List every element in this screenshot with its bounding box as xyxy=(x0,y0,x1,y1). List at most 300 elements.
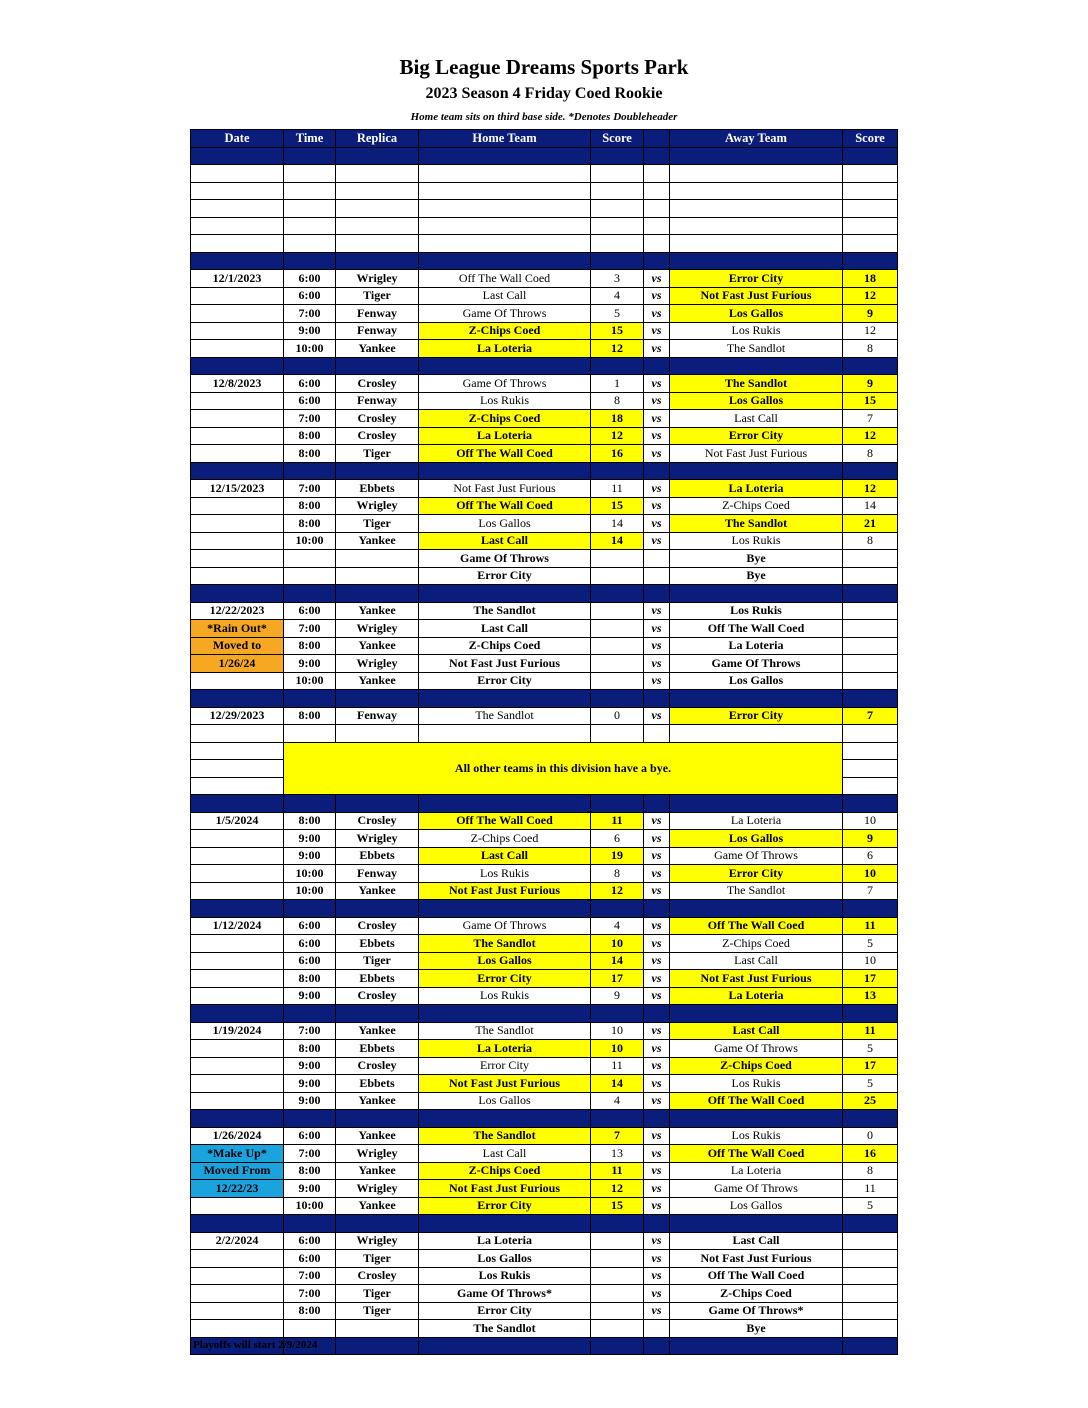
home-score: 0 xyxy=(591,707,644,725)
home-score: 12 xyxy=(591,882,644,900)
away-team: Z-Chips Coed xyxy=(670,497,843,515)
empty-cell xyxy=(191,725,284,743)
game-row xyxy=(191,515,898,533)
date-cell: 1/5/2024 xyxy=(191,812,284,830)
away-team: Error City xyxy=(670,427,843,445)
date-cell: 12/29/2023 xyxy=(191,707,284,725)
date-cell xyxy=(191,1302,284,1320)
replica-cell xyxy=(336,1320,419,1338)
separator-cell xyxy=(284,585,336,603)
separator-cell xyxy=(191,1005,284,1023)
vs-cell: vs xyxy=(644,1057,670,1075)
game-row xyxy=(191,812,898,830)
separator-cell xyxy=(843,462,898,480)
date-cell xyxy=(191,970,284,988)
home-team: Last Call xyxy=(419,1145,591,1163)
empty-cell xyxy=(591,165,644,183)
date-cell xyxy=(191,322,284,340)
game-row xyxy=(191,1145,898,1163)
game-row xyxy=(191,672,898,690)
division-bye-message: All other teams in this division have a bye. xyxy=(284,742,843,795)
home-team: The Sandlot xyxy=(419,1127,591,1145)
away-team: Off The Wall Coed xyxy=(670,620,843,638)
home-team: Last Call xyxy=(419,847,591,865)
away-score: 10 xyxy=(843,865,898,883)
time-cell: 7:00 xyxy=(284,1285,336,1303)
separator-cell xyxy=(191,1110,284,1128)
empty-cell xyxy=(419,217,591,235)
time-cell: 7:00 xyxy=(284,410,336,428)
home-team: Not Fast Just Furious xyxy=(419,480,591,498)
game-row xyxy=(191,620,898,638)
date-cell xyxy=(191,935,284,953)
replica-cell: Tiger xyxy=(336,1302,419,1320)
away-team: Bye xyxy=(670,1320,843,1338)
away-team: Not Fast Just Furious xyxy=(670,287,843,305)
separator-cell xyxy=(843,1215,898,1233)
col-away-team: Away Team xyxy=(670,130,843,148)
vs-cell: vs xyxy=(644,1145,670,1163)
time-cell xyxy=(284,550,336,568)
home-score: 14 xyxy=(591,532,644,550)
away-team: La Loteria xyxy=(670,480,843,498)
replica-cell: Fenway xyxy=(336,392,419,410)
separator-cell xyxy=(419,795,591,813)
vs-cell: vs xyxy=(644,340,670,358)
date-cell: 1/26/24 xyxy=(191,655,284,673)
away-score: 7 xyxy=(843,882,898,900)
home-team: La Loteria xyxy=(419,1232,591,1250)
home-team: The Sandlot xyxy=(419,1022,591,1040)
replica-cell: Yankee xyxy=(336,340,419,358)
empty-row xyxy=(191,165,898,183)
away-score: 8 xyxy=(843,1162,898,1180)
home-team: Game Of Throws xyxy=(419,375,591,393)
col-vs xyxy=(644,130,670,148)
vs-cell: vs xyxy=(644,1127,670,1145)
date-cell xyxy=(191,497,284,515)
date-cell xyxy=(191,550,284,568)
game-row xyxy=(191,1285,898,1303)
separator-cell xyxy=(843,357,898,375)
vs-cell: vs xyxy=(644,935,670,953)
home-team: Z-Chips Coed xyxy=(419,637,591,655)
empty-row xyxy=(191,725,898,743)
empty-cell xyxy=(644,165,670,183)
time-cell: 6:00 xyxy=(284,375,336,393)
away-score: 12 xyxy=(843,287,898,305)
home-team: Last Call xyxy=(419,287,591,305)
home-score: 18 xyxy=(591,410,644,428)
replica-cell: Yankee xyxy=(336,532,419,550)
replica-cell: Wrigley xyxy=(336,655,419,673)
time-cell: 10:00 xyxy=(284,672,336,690)
date-cell: Moved to xyxy=(191,637,284,655)
time-cell: 9:00 xyxy=(284,655,336,673)
separator-cell xyxy=(670,1337,843,1355)
separator-cell xyxy=(336,1005,419,1023)
away-team: La Loteria xyxy=(670,812,843,830)
date-cell xyxy=(191,410,284,428)
separator-cell xyxy=(191,147,284,165)
away-team: Last Call xyxy=(670,952,843,970)
game-row xyxy=(191,970,898,988)
game-row xyxy=(191,830,898,848)
week-separator xyxy=(191,795,898,813)
empty-cell xyxy=(336,217,419,235)
replica-cell: Tiger xyxy=(336,952,419,970)
col-time: Time xyxy=(284,130,336,148)
date-cell: 12/1/2023 xyxy=(191,270,284,288)
time-cell: 9:00 xyxy=(284,1092,336,1110)
home-score xyxy=(591,655,644,673)
replica-cell: Fenway xyxy=(336,865,419,883)
away-team: Los Gallos xyxy=(670,830,843,848)
time-cell: 9:00 xyxy=(284,322,336,340)
schedule-table xyxy=(190,129,898,1355)
vs-cell: vs xyxy=(644,392,670,410)
separator-cell xyxy=(284,900,336,918)
away-team: Last Call xyxy=(670,410,843,428)
replica-cell: Crosley xyxy=(336,987,419,1005)
replica-cell: Yankee xyxy=(336,1127,419,1145)
empty-cell xyxy=(419,725,591,743)
replica-cell: Yankee xyxy=(336,1197,419,1215)
away-team: Game Of Throws xyxy=(670,655,843,673)
empty-cell xyxy=(336,235,419,253)
home-score: 11 xyxy=(591,812,644,830)
game-row xyxy=(191,917,898,935)
date-cell xyxy=(191,567,284,585)
date-cell: 12/22/2023 xyxy=(191,602,284,620)
separator-cell xyxy=(670,462,843,480)
away-team: Last Call xyxy=(670,1232,843,1250)
vs-cell: vs xyxy=(644,637,670,655)
home-team: Los Gallos xyxy=(419,1250,591,1268)
home-score: 11 xyxy=(591,480,644,498)
away-score xyxy=(843,1285,898,1303)
separator-cell xyxy=(591,357,644,375)
separator-cell xyxy=(591,795,644,813)
game-row xyxy=(191,392,898,410)
away-score: 21 xyxy=(843,515,898,533)
away-team: Off The Wall Coed xyxy=(670,1092,843,1110)
away-score: 9 xyxy=(843,830,898,848)
col-date: Date xyxy=(191,130,284,148)
empty-cell xyxy=(670,235,843,253)
game-row xyxy=(191,427,898,445)
home-score: 14 xyxy=(591,1075,644,1093)
away-team: Los Rukis xyxy=(670,602,843,620)
date-cell xyxy=(191,445,284,463)
week-separator xyxy=(191,585,898,603)
home-score: 8 xyxy=(591,392,644,410)
replica-cell: Wrigley xyxy=(336,620,419,638)
empty-cell xyxy=(843,742,898,760)
game-row xyxy=(191,1162,898,1180)
separator-cell xyxy=(644,147,670,165)
replica-cell: Crosley xyxy=(336,1057,419,1075)
home-team: Z-Chips Coed xyxy=(419,830,591,848)
game-row xyxy=(191,305,898,323)
date-cell xyxy=(191,305,284,323)
empty-cell xyxy=(191,217,284,235)
away-score: 10 xyxy=(843,812,898,830)
empty-row xyxy=(191,235,898,253)
separator-cell xyxy=(644,1110,670,1128)
time-cell: 6:00 xyxy=(284,1232,336,1250)
date-cell: 12/22/23 xyxy=(191,1180,284,1198)
away-team: Error City xyxy=(670,707,843,725)
empty-cell xyxy=(284,217,336,235)
away-score xyxy=(843,1267,898,1285)
away-team: Los Rukis xyxy=(670,1075,843,1093)
away-team: Error City xyxy=(670,865,843,883)
separator-cell xyxy=(191,795,284,813)
away-team: Los Gallos xyxy=(670,392,843,410)
away-team: The Sandlot xyxy=(670,340,843,358)
date-cell: 2/2/2024 xyxy=(191,1232,284,1250)
vs-cell: vs xyxy=(644,1250,670,1268)
game-row xyxy=(191,1057,898,1075)
empty-cell xyxy=(284,235,336,253)
home-team: Off The Wall Coed xyxy=(419,270,591,288)
away-score: 5 xyxy=(843,1197,898,1215)
away-team: The Sandlot xyxy=(670,515,843,533)
week-separator xyxy=(191,1215,898,1233)
separator-cell xyxy=(843,900,898,918)
vs-cell: vs xyxy=(644,970,670,988)
home-team: La Loteria xyxy=(419,340,591,358)
date-cell xyxy=(191,865,284,883)
col-home-team: Home Team xyxy=(419,130,591,148)
away-team: Z-Chips Coed xyxy=(670,935,843,953)
time-cell: 6:00 xyxy=(284,392,336,410)
separator-cell xyxy=(419,1110,591,1128)
home-score: 4 xyxy=(591,1092,644,1110)
time-cell: 6:00 xyxy=(284,287,336,305)
vs-cell: vs xyxy=(644,427,670,445)
game-row xyxy=(191,445,898,463)
vs-cell: vs xyxy=(644,655,670,673)
time-cell: 8:00 xyxy=(284,812,336,830)
vs-cell: vs xyxy=(644,287,670,305)
bye-message-row xyxy=(191,742,898,760)
date-cell xyxy=(191,830,284,848)
vs-cell: vs xyxy=(644,1022,670,1040)
empty-cell xyxy=(591,200,644,218)
separator-cell xyxy=(591,1337,644,1355)
game-row xyxy=(191,1250,898,1268)
date-cell xyxy=(191,1057,284,1075)
home-team: Last Call xyxy=(419,620,591,638)
away-score: 6 xyxy=(843,847,898,865)
vs-cell: vs xyxy=(644,1197,670,1215)
separator-cell xyxy=(336,795,419,813)
home-team: Error City xyxy=(419,1302,591,1320)
empty-cell xyxy=(644,235,670,253)
empty-cell xyxy=(419,200,591,218)
vs-cell: vs xyxy=(644,987,670,1005)
away-team: Off The Wall Coed xyxy=(670,1145,843,1163)
time-cell xyxy=(284,567,336,585)
separator-cell xyxy=(336,1215,419,1233)
home-team: Off The Wall Coed xyxy=(419,445,591,463)
empty-cell xyxy=(591,725,644,743)
time-cell: 10:00 xyxy=(284,1197,336,1215)
vs-cell: vs xyxy=(644,882,670,900)
empty-cell xyxy=(336,165,419,183)
away-score xyxy=(843,550,898,568)
home-score: 6 xyxy=(591,830,644,848)
vs-cell: vs xyxy=(644,375,670,393)
separator-cell xyxy=(644,357,670,375)
date-cell xyxy=(191,672,284,690)
empty-row xyxy=(191,217,898,235)
separator-cell xyxy=(670,147,843,165)
home-score: 4 xyxy=(591,917,644,935)
date-cell xyxy=(191,1040,284,1058)
time-cell: 7:00 xyxy=(284,1145,336,1163)
game-row xyxy=(191,637,898,655)
away-score: 25 xyxy=(843,1092,898,1110)
separator-cell xyxy=(644,1215,670,1233)
home-score: 14 xyxy=(591,952,644,970)
empty-cell xyxy=(336,182,419,200)
home-team: Game Of Throws xyxy=(419,550,591,568)
separator-cell xyxy=(670,690,843,708)
replica-cell: Yankee xyxy=(336,1162,419,1180)
home-score: 8 xyxy=(591,865,644,883)
away-team: Los Rukis xyxy=(670,1127,843,1145)
empty-cell xyxy=(670,217,843,235)
separator-cell xyxy=(191,690,284,708)
schedule-note: Home team sits on third base side. *Denotes Doubleheader xyxy=(410,111,678,123)
empty-cell xyxy=(843,725,898,743)
replica-cell: Ebbets xyxy=(336,935,419,953)
separator-cell xyxy=(670,357,843,375)
separator-cell xyxy=(191,357,284,375)
separator-cell xyxy=(284,1005,336,1023)
replica-cell: Yankee xyxy=(336,602,419,620)
home-score xyxy=(591,550,644,568)
home-score: 5 xyxy=(591,305,644,323)
vs-cell: vs xyxy=(644,270,670,288)
home-score xyxy=(591,620,644,638)
empty-cell xyxy=(670,200,843,218)
away-team: Los Gallos xyxy=(670,672,843,690)
replica-cell: Wrigley xyxy=(336,1145,419,1163)
vs-cell: vs xyxy=(644,1180,670,1198)
separator-cell xyxy=(336,252,419,270)
game-row xyxy=(191,532,898,550)
away-score: 7 xyxy=(843,410,898,428)
date-cell xyxy=(191,847,284,865)
home-team: Error City xyxy=(419,567,591,585)
away-score xyxy=(843,620,898,638)
away-score: 16 xyxy=(843,1145,898,1163)
separator-cell xyxy=(336,690,419,708)
date-cell xyxy=(191,1320,284,1338)
vs-cell: vs xyxy=(644,620,670,638)
empty-cell xyxy=(843,200,898,218)
vs-cell: vs xyxy=(644,497,670,515)
vs-cell: vs xyxy=(644,707,670,725)
away-score xyxy=(843,637,898,655)
home-team: Los Gallos xyxy=(419,515,591,533)
time-cell xyxy=(284,1320,336,1338)
page-title: Big League Dreams Sports Park xyxy=(399,55,689,79)
away-team: Not Fast Just Furious xyxy=(670,445,843,463)
empty-cell xyxy=(336,200,419,218)
empty-cell xyxy=(843,165,898,183)
separator-cell xyxy=(644,1337,670,1355)
vs-cell: vs xyxy=(644,830,670,848)
away-score xyxy=(843,1320,898,1338)
empty-cell xyxy=(419,235,591,253)
empty-cell xyxy=(843,235,898,253)
vs-cell xyxy=(644,1320,670,1338)
home-score xyxy=(591,1232,644,1250)
game-row xyxy=(191,865,898,883)
game-row xyxy=(191,1232,898,1250)
away-score xyxy=(843,602,898,620)
replica-cell xyxy=(336,550,419,568)
home-team: Game Of Throws xyxy=(419,305,591,323)
separator-cell xyxy=(670,795,843,813)
separator-cell xyxy=(336,357,419,375)
separator-cell xyxy=(644,1005,670,1023)
empty-cell xyxy=(591,235,644,253)
home-team: La Loteria xyxy=(419,1040,591,1058)
separator-cell xyxy=(284,147,336,165)
home-score: 3 xyxy=(591,270,644,288)
away-score: 14 xyxy=(843,497,898,515)
replica-cell: Crosley xyxy=(336,410,419,428)
game-row xyxy=(191,952,898,970)
separator-cell xyxy=(644,900,670,918)
empty-row xyxy=(191,182,898,200)
away-team: Bye xyxy=(670,550,843,568)
time-cell: 10:00 xyxy=(284,882,336,900)
game-row xyxy=(191,270,898,288)
away-team: Error City xyxy=(670,270,843,288)
replica-cell: Ebbets xyxy=(336,1040,419,1058)
date-cell xyxy=(191,882,284,900)
date-cell: 12/8/2023 xyxy=(191,375,284,393)
separator-cell xyxy=(419,357,591,375)
time-cell: 6:00 xyxy=(284,270,336,288)
replica-cell: Ebbets xyxy=(336,970,419,988)
time-cell: 7:00 xyxy=(284,1022,336,1040)
separator-cell xyxy=(843,1110,898,1128)
game-row xyxy=(191,1302,898,1320)
home-team: Error City xyxy=(419,1057,591,1075)
home-score: 15 xyxy=(591,322,644,340)
header-row xyxy=(191,130,898,148)
separator-cell xyxy=(591,690,644,708)
separator-cell xyxy=(419,462,591,480)
away-score: 8 xyxy=(843,445,898,463)
away-score: 18 xyxy=(843,270,898,288)
separator-cell xyxy=(284,1110,336,1128)
time-cell: 10:00 xyxy=(284,340,336,358)
home-score: 11 xyxy=(591,1057,644,1075)
schedule-body xyxy=(191,147,898,1355)
home-score: 4 xyxy=(591,287,644,305)
vs-cell: vs xyxy=(644,602,670,620)
away-team: Off The Wall Coed xyxy=(670,1267,843,1285)
